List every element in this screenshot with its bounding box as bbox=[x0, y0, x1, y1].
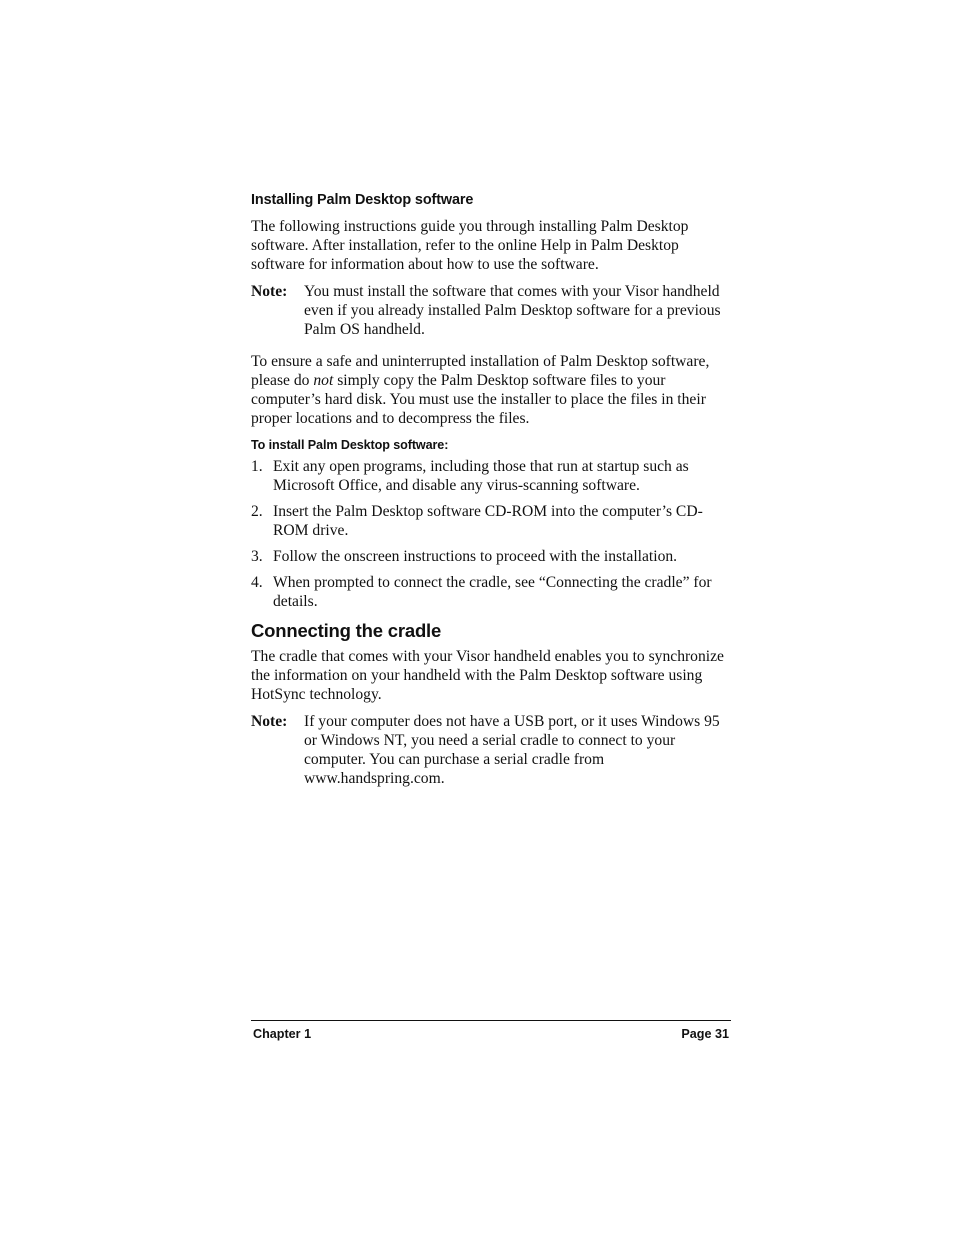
step-text: Exit any open programs, including those that run at startup such as Microsoft Office, and disable any virus-scanning software. bbox=[273, 458, 689, 494]
page-content bbox=[251, 190, 731, 801]
install-steps-list bbox=[251, 457, 731, 611]
safe-install-paragraph bbox=[251, 352, 731, 428]
list-item bbox=[251, 547, 731, 566]
list-item bbox=[251, 573, 731, 611]
note-text: If your computer does not have a USB port, or it uses Windows 95 or Windows NT, you need a serial cradle to connect to your computer. You can purchase a serial cradle from www.handspring.com. bbox=[304, 713, 720, 787]
step-text: Insert the Palm Desktop software CD-ROM into the computer’s CD-ROM drive. bbox=[273, 503, 703, 539]
footer-page-number: Page 31 bbox=[681, 1027, 729, 1041]
step-text: When prompted to connect the cradle, see “Connecting the cradle” for details. bbox=[273, 574, 712, 610]
note-cradle bbox=[251, 712, 731, 788]
safe-install-text-2: simply copy the Palm Desktop software files to your computer’s hard disk. You must use the installer to place the files in their proper locations and to decompress the files. bbox=[251, 372, 706, 427]
emphasis-not: not bbox=[313, 372, 334, 389]
cradle-paragraph: The cradle that comes with your Visor handheld enables you to synchronize the information on your handheld with the Palm Desktop software using HotSync technology. bbox=[251, 648, 724, 703]
procedure-heading: To install Palm Desktop software: bbox=[251, 438, 449, 452]
note-text: You must install the software that comes with your Visor handheld even if you already installed Palm Desktop software for a previous Palm OS handheld. bbox=[304, 283, 721, 338]
footer-chapter: Chapter 1 bbox=[253, 1027, 312, 1041]
list-item bbox=[251, 502, 731, 540]
step-number: 2. bbox=[251, 503, 263, 520]
section-heading-connecting: Connecting the cradle bbox=[251, 620, 442, 641]
note-label: Note: bbox=[251, 713, 288, 730]
intro-paragraph: The following instructions guide you through installing Palm Desktop software. After installation, refer to the online Help in Palm Desktop software for information about how to use the software. bbox=[251, 218, 689, 273]
note-install bbox=[251, 282, 731, 339]
list-item bbox=[251, 457, 731, 495]
step-number: 3. bbox=[251, 548, 263, 565]
note-label: Note: bbox=[251, 283, 288, 300]
page-footer bbox=[251, 1020, 731, 1042]
section-heading-installing: Installing Palm Desktop software bbox=[251, 192, 474, 208]
step-number: 4. bbox=[251, 574, 263, 591]
safe-install-text-1: To ensure a safe and uninterrupted installation of Palm Desktop software, please do bbox=[251, 353, 710, 389]
step-number: 1. bbox=[251, 458, 263, 475]
step-text: Follow the onscreen instructions to proceed with the installation. bbox=[273, 548, 678, 565]
